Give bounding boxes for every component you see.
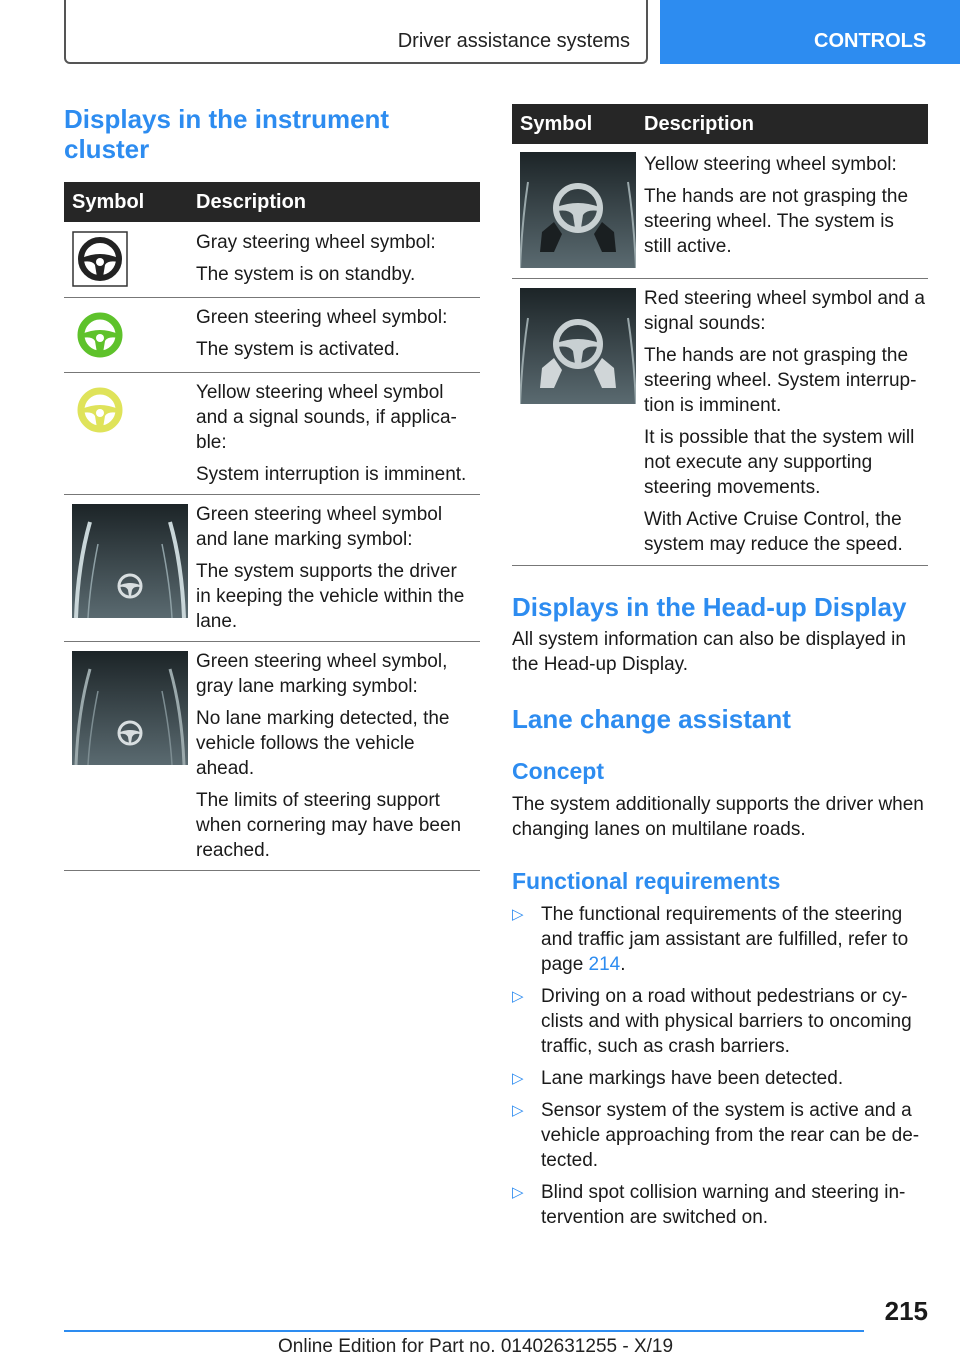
- triangle-bullet-icon: ▷: [512, 988, 524, 1005]
- lane-change-heading: Lane change assistant: [512, 704, 791, 734]
- green-wheel-lane-marking-image: [72, 504, 188, 623]
- list-item: ▷ Blind spot collision warning and steering in-tervention are switched on.: [512, 1182, 906, 1228]
- yellow-hands-off-image: [520, 152, 636, 273]
- table-row: [64, 372, 480, 495]
- right-table-header: [512, 104, 928, 144]
- page-number: 215: [884, 1296, 928, 1326]
- running-header: [64, 0, 648, 64]
- list-item: ▷ Driving on a road without pedestrians or cy-clists and with physical barriers to oncoming traffic, such as crash barriers.: [512, 986, 912, 1057]
- concept-heading: Concept: [512, 758, 604, 784]
- instrument-cluster-heading: Displays in the instrument cluster: [64, 104, 390, 164]
- row-desc-line: The limits of steering support when cornering may have been reached.: [196, 790, 462, 861]
- row-desc-line: It is possible that the system will not execute any supporting steering movements.: [644, 427, 915, 498]
- row-desc-line: The system is activated.: [196, 339, 400, 360]
- requirements-heading: Functional requirements: [512, 868, 781, 894]
- triangle-bullet-icon: ▷: [512, 1102, 524, 1119]
- row-desc-line: Red steering wheel symbol and a signal sounds:: [644, 288, 925, 334]
- table-row: [64, 641, 480, 871]
- row-desc-line: With Active Cruise Control, the system may reduce the speed.: [644, 509, 903, 555]
- triangle-bullet-icon: ▷: [512, 1184, 524, 1201]
- row-desc-line: Green steering wheel symbol, gray lane marking symbol:: [196, 651, 448, 697]
- left-table-header: [64, 182, 480, 222]
- triangle-bullet-icon: ▷: [512, 906, 524, 923]
- table-row: [512, 278, 928, 566]
- row-desc-line: The system supports the driver in keeping the vehicle within the lane.: [196, 561, 465, 632]
- row-desc-line: Yellow steering wheel symbol:: [644, 154, 897, 175]
- description-column-header: Description: [196, 191, 307, 213]
- row-desc-line: Green steering wheel symbol and lane marking symbol:: [196, 504, 443, 550]
- table-row: [64, 222, 480, 298]
- yellow-steering-wheel-icon: [72, 384, 128, 441]
- list-item: ▷ Sensor system of the system is active and a vehicle approaching from the rear can be de-tected.: [512, 1100, 920, 1171]
- gray-steering-wheel-icon: [72, 231, 128, 292]
- green-steering-wheel-icon: [72, 309, 128, 366]
- row-desc-line: Green steering wheel symbol:: [196, 307, 448, 328]
- triangle-bullet-icon: ▷: [512, 1070, 524, 1087]
- table-row: [64, 494, 480, 642]
- list-item: ▷ The functional requirements of the steering and traffic jam assistant are fulfilled, refer to page 214.: [512, 904, 909, 975]
- table-row: [512, 144, 928, 279]
- edition-note: Online Edition for Part no. 01402631255 - X/19: [278, 1336, 674, 1357]
- page-link[interactable]: 214: [588, 954, 621, 975]
- row-desc-line: No lane marking detected, the vehicle follows the vehicle ahead.: [196, 708, 450, 779]
- hud-paragraph: All system information can also be displayed in the Head-up Display.: [512, 629, 906, 675]
- symbol-column-header: Symbol: [520, 113, 593, 135]
- row-desc-line: The hands are not grasping the steering wheel. The system is still active.: [644, 186, 909, 257]
- list-item: ▷ Lane markings have been detected.: [512, 1068, 844, 1089]
- footer-divider: [64, 1330, 864, 1332]
- chapter-tab: [660, 0, 960, 64]
- row-desc-line: Yellow steering wheel symbol and a signal sounds, if applica-ble:: [196, 382, 457, 453]
- green-wheel-gray-lane-image: [72, 651, 188, 770]
- section-title: Driver assistance systems: [397, 30, 630, 52]
- description-column-header: Description: [644, 113, 755, 135]
- requirements-list: [512, 902, 922, 1237]
- row-desc-line: The system is on standby.: [196, 264, 416, 285]
- table-row: [64, 297, 480, 373]
- row-desc-line: System interruption is imminent.: [196, 464, 467, 485]
- chapter-title: CONTROLS: [814, 30, 927, 52]
- symbol-column-header: Symbol: [72, 191, 145, 213]
- row-desc-line: The hands are not grasping the steering wheel. System interrup-tion is imminent.: [644, 345, 917, 416]
- red-hands-off-image: [520, 288, 636, 409]
- row-desc-line: Gray steering wheel symbol:: [196, 232, 436, 253]
- hud-heading: Displays in the Head-up Display: [512, 592, 907, 622]
- concept-paragraph: The system additionally supports the driver when changing lanes on multilane roads.: [512, 794, 924, 840]
